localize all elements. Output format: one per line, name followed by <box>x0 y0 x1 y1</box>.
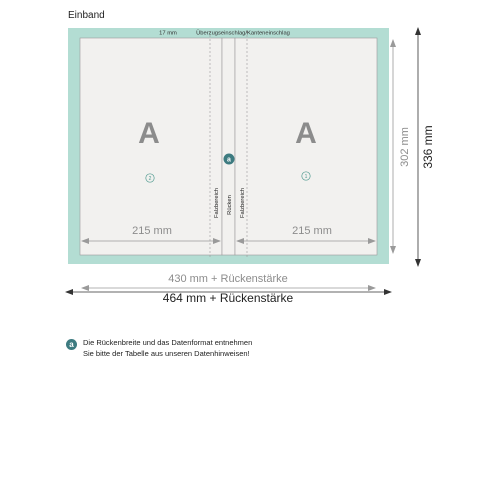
diagram-title: Einband <box>68 10 105 21</box>
left-page-number: 2 <box>148 176 152 182</box>
right-panel-letter: A <box>295 117 317 150</box>
right-width-label: 215 mm <box>292 225 332 237</box>
outer-height-label: 336 mm <box>421 125 435 169</box>
turn-in-label: 17 mm <box>159 30 177 37</box>
left-width-label: 215 mm <box>132 225 172 237</box>
outer-width-label: 464 mm + Rückenstärke <box>162 291 294 305</box>
note-text <box>83 338 252 359</box>
right-page-number: 1 <box>304 174 308 180</box>
left-panel-letter: A <box>138 117 160 150</box>
fold-area-left-label: Falzbereich <box>214 188 220 218</box>
note-line-2: Sie bitte der Tabelle aus unseren Datenhinweisen! <box>83 348 250 358</box>
turn-in-desc-label: Überzugseinschlag/Kanteneinschlag <box>196 30 290 37</box>
spine-marker-letter: a <box>227 156 231 164</box>
inner-width-label: 430 mm + Rückenstärke <box>168 273 288 285</box>
spine-area <box>222 38 235 255</box>
note-marker-badge: a <box>66 339 77 350</box>
fold-area-right-label: Falzbereich <box>240 188 246 218</box>
spine-label: Rücken <box>227 195 233 215</box>
note-line-1: Die Rückenbreite und das Datenformat entnehmen <box>83 338 253 347</box>
inner-height-label: 302 mm <box>399 127 411 167</box>
spine-width-note <box>66 338 366 359</box>
